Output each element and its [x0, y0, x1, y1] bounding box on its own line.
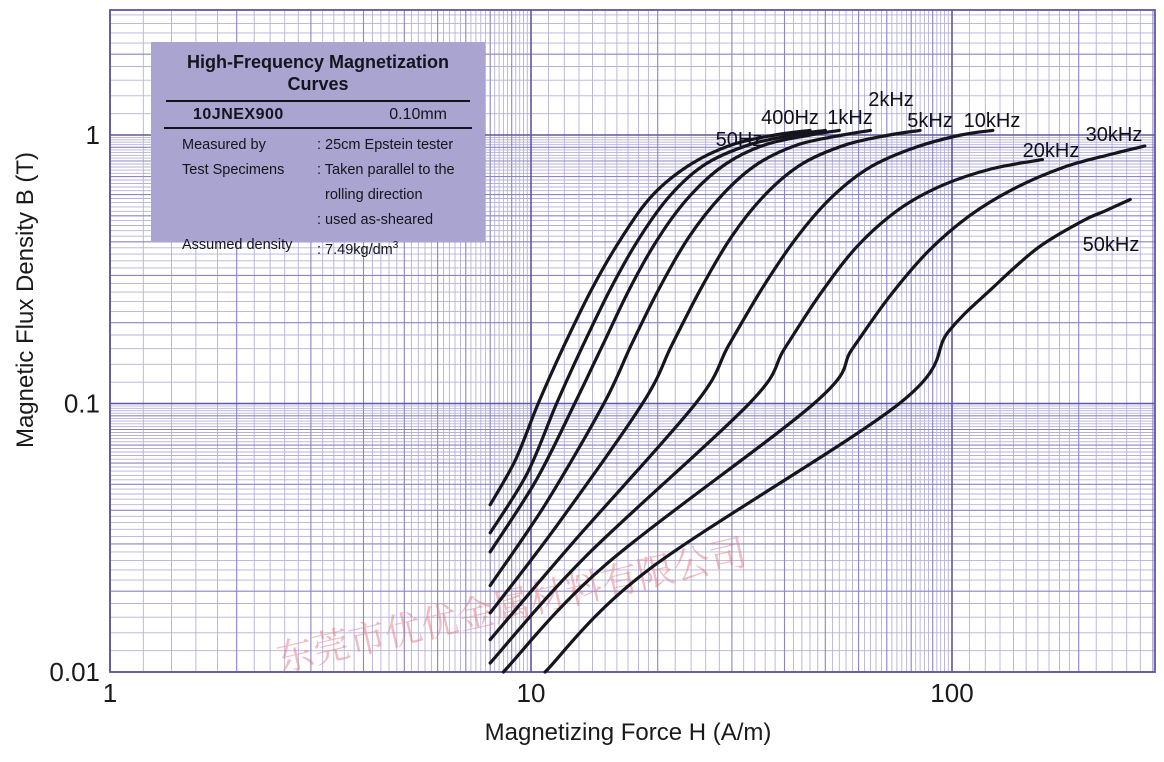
spec-row-test-specimens: Test Specimens : Taken parallel to the	[182, 162, 455, 178]
curve-label-50kHz: 50kHz	[1082, 234, 1140, 256]
x-tick-label-100: 100	[930, 678, 974, 708]
spec-row-assumed-density: Assumed density : $7.49kg/dm^3$	[182, 237, 399, 258]
x-axis-title: Magnetizing Force H (A/m)	[484, 719, 772, 746]
y-tick-label-1: 1	[85, 120, 100, 150]
x-tick-label-1: 1	[102, 678, 118, 708]
curve-label-50Hz: 50Hz	[715, 129, 763, 151]
curve-label-1kHz: 1kHz	[827, 107, 873, 129]
material-thickness: 0.10mm	[389, 106, 447, 123]
curve-label-2kHz: 2kHz	[868, 89, 914, 111]
density-exponent: 3	[392, 240, 399, 251]
spec-row-used-as-sheared: : used as-sheared	[317, 212, 434, 228]
curve-label-10kHz: 10kHz	[963, 110, 1021, 132]
curve-label-5kHz: 5kHz	[907, 110, 953, 132]
curve-label-20kHz: 20kHz	[1022, 140, 1080, 162]
spec-row-measured-by: Measured by : 25cm Epstein tester	[182, 137, 454, 153]
curve-label-400Hz: 400Hz	[761, 107, 819, 129]
y-tick-label-0.1: 0.1	[63, 388, 100, 419]
y-tick-label-0.01: 0.01	[49, 657, 100, 687]
material-grade: 10JNEX900	[193, 106, 284, 123]
watermark-text: 东莞市优优金属材料有限公司	[272, 531, 751, 680]
info-box	[151, 42, 485, 258]
x-tick-label-10: 10	[516, 678, 546, 708]
curve-label-30kHz: 30kHz	[1085, 124, 1143, 146]
info-box-title: High-Frequency Magnetization Curves	[186, 52, 449, 94]
spec-list	[151, 133, 485, 263]
spec-row-rolling-direction: rolling direction	[325, 187, 423, 203]
divider-line	[164, 127, 472, 129]
y-axis-title: Magnetic Flux Density B (T)	[12, 151, 39, 449]
